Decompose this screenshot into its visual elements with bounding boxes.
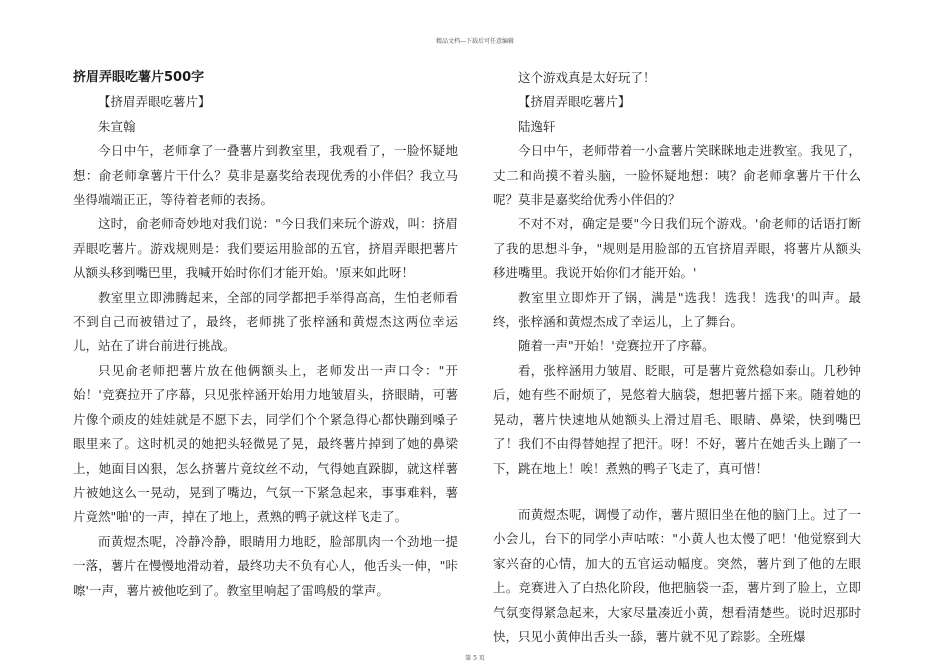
paragraph: 这个游戏真是太好玩了！ xyxy=(518,70,656,85)
page-number: 第 5 页 xyxy=(465,655,485,662)
paragraph: 而黄煜杰呢，调慢了动作，薯片照旧坐在他的脑门上。过了一小会儿，台下的同学小声咕哝："小黄人也太慢了吧！'他觉察到大家兴奋的心情，加大的五官运动幅度。突然，薯片到了他的左眼上。竞赛进入了白热化阶段，他把脑袋一歪，薯片到了脸上，立即气氛变得紧急起来，大家尽量凑近小黄，想看清楚些。说时迟那时快，只见小黄伸出舌头一舔，薯片就不见了踪影。全班爆 xyxy=(493,506,861,644)
paragraph: 不对不对，确定是要"今日我们玩个游戏。'俞老师的话语打断了我的思想斗争，"规则是用脸部的五官挤眉弄眼，将薯片从额头移进嘴里。我说开始你们才能开始。' xyxy=(493,216,861,281)
paragraph: 今日中午，老师拿了一叠薯片到教室里，我观看了，一脸怀疑地想：俞老师拿薯片干什么？莫非是嘉奖给表现优秀的小伴侣？我立马坐得端端正正，等待着老师的表扬。 xyxy=(73,143,458,208)
paragraph: 今日中午，老师带着一小盒薯片笑眯眯地走进教室。我见了，丈二和尚摸不着头脑，一脸怀疑地想：咦？俞老师拿薯片干什么呢？莫非是嘉奖给优秀小伴侣的？ xyxy=(493,143,861,208)
left-column xyxy=(73,66,458,603)
paragraph: 【挤眉弄眼吃薯片】 xyxy=(518,94,631,110)
paragraph: 教室里立即炸开了锅，满是"选我！选我！选我'的叫声。最终，张梓涵和黄煜杰成了幸运儿，上了舞台。 xyxy=(493,289,861,330)
paragraph: 【挤眉弄眼吃薯片】 xyxy=(98,94,211,110)
paragraph: 随着一声"开始！'竞赛拉开了序幕。 xyxy=(518,338,715,354)
author-name: 陆逸轩 xyxy=(518,118,556,134)
right-column xyxy=(493,66,861,649)
paragraph: 而黄煜杰呢，冷静冷静，眼睛用力地眨，脸部肌肉一个劲地一提一落，薯片在慢慢地滑动着，最终功夫不负有心人，他舌头一伸，"咔嚓'一声，薯片被他吃到了。教室里响起了雷鸣般的掌声。 xyxy=(73,533,458,598)
paragraph: 只见俞老师把薯片放在他俩额头上，老师发出一声口令："开始！'竞赛拉开了序幕，只见张梓涵开始用力地皱眉头，挤眼睛，可薯片像个顽皮的娃娃就是不愿下去，同学们个个紧急得心都快蹦到嗓子眼里来了。这时机灵的她把头轻微晃了晃，最终薯片掉到了她的鼻梁上，她面目凶狠，怎么挤薯片竟纹丝不动，气得她直跺脚，就这样薯片被她这么一晃动，晃到了嘴边，气氛一下紧急起来，事事难料，薯片竟然"啪'的一声，掉在了地上，煮熟的鸭子就这样飞走了。 xyxy=(73,362,458,525)
paragraph: 看，张梓涵用力皱眉、眨眼，可是薯片竟然稳如泰山。几秒钟后，她有些不耐烦了，晃悠着大脑袋，想把薯片摇下来。随着她的晃动，薯片快速地从她额头上滑过眉毛、眼睛、鼻梁，快到嘴巴了！我们不由得替她捏了把汗。呀！不好，薯片在她舌头上蹦了一下，跳在地上！唉！煮熟的鸭子飞走了，真可惜！ xyxy=(493,362,861,476)
page-header: 精品文档---下载后可任意编辑 xyxy=(435,38,515,45)
author-name: 朱宣翰 xyxy=(98,118,136,134)
paragraph: 教室里立即沸腾起来，全部的同学都把手举得高高，生怕老师看不到自己而被错过了，最终，老师挑了张梓涵和黄煜杰这两位幸运儿，站在了讲台前进行挑战。 xyxy=(73,289,458,354)
article-title: 挤眉弄眼吃薯片500字 xyxy=(73,70,205,85)
paragraph: 这时，俞老师奇妙地对我们说："今日我们来玩个游戏，叫：挤眉弄眼吃薯片。游戏规则是：我们要运用脸部的五官，挤眉弄眼把薯片从额头移到嘴巴里，我喊开始时你们才能开始。'原来如此呀！ xyxy=(73,216,458,281)
